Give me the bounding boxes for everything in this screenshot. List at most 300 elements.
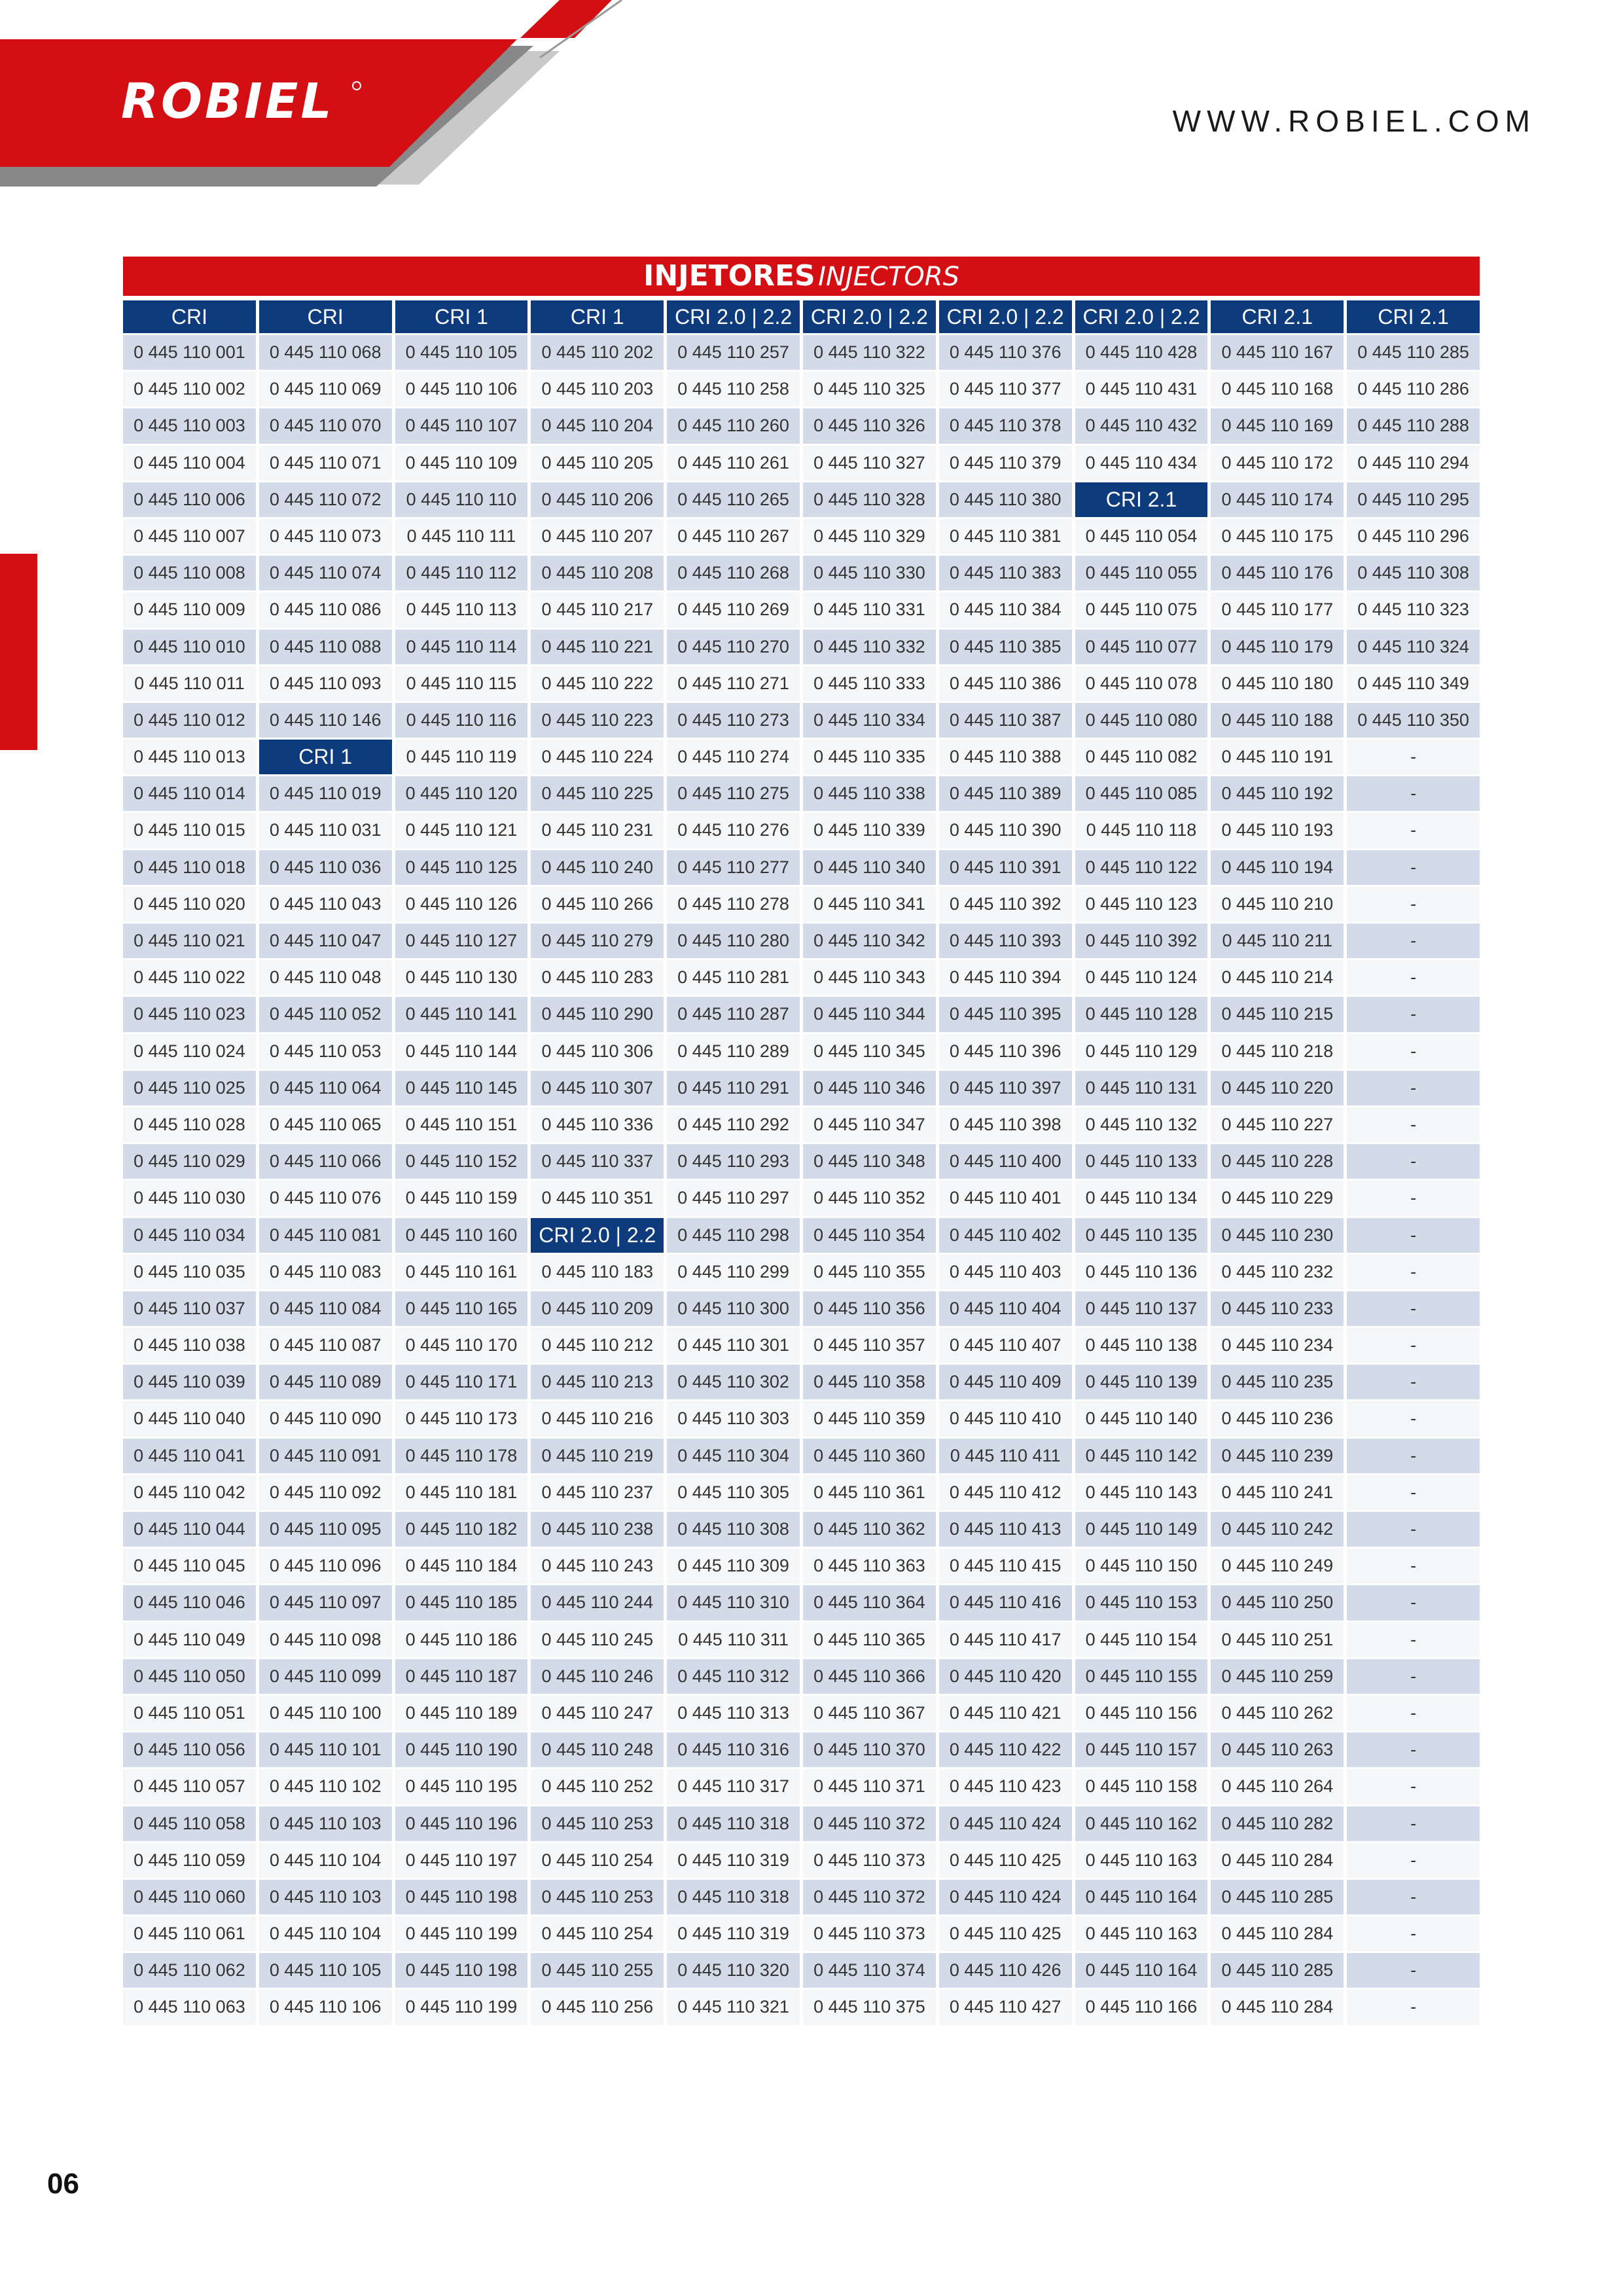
- table-cell: 0 445 110 320: [667, 1953, 800, 1988]
- table-cell: -: [1347, 1401, 1480, 1436]
- table-cell: 0 445 110 301: [667, 1328, 800, 1363]
- table-cell: 0 445 110 071: [259, 446, 392, 480]
- table-cell: 0 445 110 041: [123, 1439, 256, 1473]
- injector-table: [123, 300, 1480, 2027]
- table-cell: 0 445 110 262: [1211, 1696, 1344, 1731]
- table-cell: 0 445 110 309: [667, 1549, 800, 1583]
- table-cell: 0 445 110 011: [123, 666, 256, 701]
- table-cell: 0 445 110 145: [395, 1071, 528, 1105]
- table-cell: 0 445 110 376: [939, 335, 1072, 370]
- table-cell: 0 445 110 273: [667, 703, 800, 738]
- table-cell: 0 445 110 049: [123, 1623, 256, 1657]
- table-cell: 0 445 110 070: [259, 408, 392, 443]
- table-title-main: INJETORES: [643, 259, 815, 293]
- table-cell: 0 445 110 053: [259, 1034, 392, 1069]
- table-cell: 0 445 110 355: [803, 1255, 936, 1289]
- table-cell: 0 445 110 169: [1211, 408, 1344, 443]
- robiel-logo[interactable]: ROBIEL: [121, 73, 334, 130]
- table-cell: 0 445 110 253: [531, 1880, 664, 1914]
- table-cell: 0 445 110 134: [1075, 1181, 1208, 1215]
- table-cell: 0 445 110 354: [803, 1218, 936, 1253]
- table-cell: 0 445 110 030: [123, 1181, 256, 1215]
- column-header: CRI 2.0 | 2.2: [1075, 300, 1208, 333]
- table-cell: 0 445 110 219: [531, 1439, 664, 1473]
- table-cell: 0 445 110 371: [803, 1769, 936, 1804]
- table-cell: 0 445 110 279: [531, 924, 664, 958]
- table-cell: 0 445 110 057: [123, 1769, 256, 1804]
- table-cell: 0 445 110 305: [667, 1475, 800, 1510]
- table-cell: 0 445 110 022: [123, 960, 256, 995]
- table-cell: 0 445 110 329: [803, 519, 936, 554]
- table-cell: 0 445 110 214: [1211, 960, 1344, 995]
- table-cell: -: [1347, 960, 1480, 995]
- table-cell: 0 445 110 069: [259, 372, 392, 406]
- table-cell: 0 445 110 428: [1075, 335, 1208, 370]
- table-cell: 0 445 110 386: [939, 666, 1072, 701]
- table-cell: 0 445 110 065: [259, 1107, 392, 1142]
- table-cell: 0 445 110 063: [123, 1990, 256, 2024]
- table-cell: 0 445 110 391: [939, 850, 1072, 885]
- table-cell: 0 445 110 077: [1075, 630, 1208, 664]
- table-cell: 0 445 110 375: [803, 1990, 936, 2024]
- table-cell: 0 445 110 140: [1075, 1401, 1208, 1436]
- table-cell: 0 445 110 295: [1347, 482, 1480, 517]
- table-cell: -: [1347, 1181, 1480, 1215]
- table-cell: 0 445 110 248: [531, 1732, 664, 1767]
- column-header: CRI 2.0 | 2.2: [667, 300, 800, 333]
- table-cell: 0 445 110 318: [667, 1880, 800, 1914]
- table-cell: 0 445 110 266: [531, 887, 664, 922]
- table-cell: 0 445 110 146: [259, 703, 392, 738]
- table-cell: 0 445 110 417: [939, 1623, 1072, 1657]
- table-cell: 0 445 110 344: [803, 997, 936, 1031]
- table-cell: 0 445 110 133: [1075, 1144, 1208, 1179]
- table-column: [1347, 300, 1480, 2027]
- table-cell: 0 445 110 207: [531, 519, 664, 554]
- table-cell: -: [1347, 1806, 1480, 1841]
- table-cell: 0 445 110 404: [939, 1291, 1072, 1326]
- table-cell: 0 445 110 163: [1075, 1916, 1208, 1951]
- table-cell: 0 445 110 349: [1347, 666, 1480, 701]
- table-cell: 0 445 110 141: [395, 997, 528, 1031]
- table-cell: 0 445 110 112: [395, 556, 528, 590]
- table-cell: 0 445 110 097: [259, 1585, 392, 1620]
- table-cell: 0 445 110 131: [1075, 1071, 1208, 1105]
- table-cell: 0 445 110 179: [1211, 630, 1344, 664]
- table-cell: 0 445 110 062: [123, 1953, 256, 1988]
- table-cell: 0 445 110 191: [1211, 740, 1344, 774]
- table-cell: 0 445 110 249: [1211, 1549, 1344, 1583]
- table-cell: 0 445 110 195: [395, 1769, 528, 1804]
- table-cell: 0 445 110 130: [395, 960, 528, 995]
- side-tab: [0, 554, 37, 750]
- table-cell: 0 445 110 162: [1075, 1806, 1208, 1841]
- table-cell: 0 445 110 076: [259, 1181, 392, 1215]
- table-cell: 0 445 110 326: [803, 408, 936, 443]
- table-cell: 0 445 110 103: [259, 1880, 392, 1914]
- table-cell: 0 445 110 167: [1211, 335, 1344, 370]
- table-cell: 0 445 110 074: [259, 556, 392, 590]
- column-header: CRI 2.0 | 2.2: [939, 300, 1072, 333]
- table-cell: 0 445 110 068: [259, 335, 392, 370]
- table-cell: 0 445 110 390: [939, 813, 1072, 848]
- table-cell: 0 445 110 015: [123, 813, 256, 848]
- table-cell: 0 445 110 152: [395, 1144, 528, 1179]
- website-url[interactable]: WWW.ROBIEL.COM: [1172, 104, 1536, 138]
- table-cell: 0 445 110 307: [531, 1071, 664, 1105]
- table-cell: -: [1347, 1218, 1480, 1253]
- table-cell: 0 445 110 225: [531, 776, 664, 811]
- registered-mark-icon: [352, 81, 361, 90]
- table-cell: 0 445 110 155: [1075, 1659, 1208, 1694]
- table-cell: 0 445 110 256: [531, 1990, 664, 2024]
- table-cell: 0 445 110 119: [395, 740, 528, 774]
- table-cell: 0 445 110 237: [531, 1475, 664, 1510]
- table-cell: 0 445 110 334: [803, 703, 936, 738]
- table-cell: 0 445 110 014: [123, 776, 256, 811]
- table-cell: 0 445 110 383: [939, 556, 1072, 590]
- table-cell: 0 445 110 172: [1211, 446, 1344, 480]
- table-cell: 0 445 110 123: [1075, 887, 1208, 922]
- table-cell: 0 445 110 313: [667, 1696, 800, 1731]
- table-cell: 0 445 110 113: [395, 592, 528, 627]
- table-cell: 0 445 110 021: [123, 924, 256, 958]
- table-cell: 0 445 110 432: [1075, 408, 1208, 443]
- table-cell: 0 445 110 398: [939, 1107, 1072, 1142]
- table-cell: 0 445 110 120: [395, 776, 528, 811]
- table-cell: 0 445 110 423: [939, 1769, 1072, 1804]
- table-cell: 0 445 110 040: [123, 1401, 256, 1436]
- table-cell: 0 445 110 127: [395, 924, 528, 958]
- table-cell: 0 445 110 081: [259, 1218, 392, 1253]
- table-cell: 0 445 110 137: [1075, 1291, 1208, 1326]
- table-cell: 0 445 110 308: [667, 1512, 800, 1547]
- table-cell: 0 445 110 001: [123, 335, 256, 370]
- table-cell: 0 445 110 160: [395, 1218, 528, 1253]
- table-cell: 0 445 110 105: [259, 1953, 392, 1988]
- table-cell: 0 445 110 221: [531, 630, 664, 664]
- table-cell: 0 445 110 239: [1211, 1439, 1344, 1473]
- table-cell: 0 445 110 361: [803, 1475, 936, 1510]
- table-cell: 0 445 110 291: [667, 1071, 800, 1105]
- table-cell: -: [1347, 1512, 1480, 1547]
- table-column: [531, 300, 664, 2027]
- table-cell: 0 445 110 156: [1075, 1696, 1208, 1731]
- table-cell: 0 445 110 400: [939, 1144, 1072, 1179]
- table-cell: 0 445 110 104: [259, 1843, 392, 1878]
- table-cell: 0 445 110 270: [667, 630, 800, 664]
- table-cell: -: [1347, 1696, 1480, 1731]
- table-cell: 0 445 110 006: [123, 482, 256, 517]
- table-cell: 0 445 110 185: [395, 1585, 528, 1620]
- table-cell: 0 445 110 377: [939, 372, 1072, 406]
- table-cell: -: [1347, 997, 1480, 1031]
- table-cell: 0 445 110 387: [939, 703, 1072, 738]
- table-cell: 0 445 110 060: [123, 1880, 256, 1914]
- table-cell: 0 445 110 230: [1211, 1218, 1344, 1253]
- table-cell: 0 445 110 181: [395, 1475, 528, 1510]
- table-cell: 0 445 110 114: [395, 630, 528, 664]
- table-cell: 0 445 110 389: [939, 776, 1072, 811]
- table-cell: 0 445 110 002: [123, 372, 256, 406]
- table-cell: 0 445 110 360: [803, 1439, 936, 1473]
- table-column: [939, 300, 1072, 2027]
- table-cell: 0 445 110 220: [1211, 1071, 1344, 1105]
- table-cell: 0 445 110 254: [531, 1916, 664, 1951]
- table-cell: 0 445 110 224: [531, 740, 664, 774]
- table-cell: -: [1347, 1475, 1480, 1510]
- table-cell: 0 445 110 093: [259, 666, 392, 701]
- table-cell: 0 445 110 187: [395, 1659, 528, 1694]
- table-cell: 0 445 110 340: [803, 850, 936, 885]
- table-cell: 0 445 110 427: [939, 1990, 1072, 2024]
- table-cell: 0 445 110 255: [531, 1953, 664, 1988]
- table-cell: 0 445 110 210: [1211, 887, 1344, 922]
- column-header: CRI: [259, 300, 392, 333]
- table-cell: 0 445 110 333: [803, 666, 936, 701]
- table-cell: 0 445 110 362: [803, 1512, 936, 1547]
- table-cell: 0 445 110 240: [531, 850, 664, 885]
- table-cell: 0 445 110 251: [1211, 1623, 1344, 1657]
- table-cell: 0 445 110 388: [939, 740, 1072, 774]
- table-cell: 0 445 110 144: [395, 1034, 528, 1069]
- table-cell: -: [1347, 1659, 1480, 1694]
- table-cell: 0 445 110 132: [1075, 1107, 1208, 1142]
- table-cell: 0 445 110 328: [803, 482, 936, 517]
- table-cell: 0 445 110 372: [803, 1806, 936, 1841]
- table-cell: 0 445 110 198: [395, 1880, 528, 1914]
- table-cell: 0 445 110 265: [667, 482, 800, 517]
- table-cell: 0 445 110 246: [531, 1659, 664, 1694]
- table-cell: 0 445 110 135: [1075, 1218, 1208, 1253]
- table-cell: 0 445 110 250: [1211, 1585, 1344, 1620]
- table-cell: 0 445 110 165: [395, 1291, 528, 1326]
- table-cell: 0 445 110 373: [803, 1916, 936, 1951]
- table-cell: 0 445 110 109: [395, 446, 528, 480]
- table-cell: 0 445 110 358: [803, 1365, 936, 1399]
- table-cell: 0 445 110 227: [1211, 1107, 1344, 1142]
- table-cell: 0 445 110 044: [123, 1512, 256, 1547]
- section-label: CRI 2.0 | 2.2: [531, 1218, 664, 1253]
- table-cell: 0 445 110 083: [259, 1255, 392, 1289]
- table-cell: 0 445 110 122: [1075, 850, 1208, 885]
- table-cell: 0 445 110 008: [123, 556, 256, 590]
- page-number: 06: [47, 2168, 79, 2200]
- table-cell: 0 445 110 039: [123, 1365, 256, 1399]
- table-cell: -: [1347, 1585, 1480, 1620]
- table-cell: 0 445 110 288: [1347, 408, 1480, 443]
- table-cell: 0 445 110 283: [531, 960, 664, 995]
- table-cell: 0 445 110 208: [531, 556, 664, 590]
- table-cell: 0 445 110 303: [667, 1401, 800, 1436]
- column-header: CRI 2.1: [1211, 300, 1344, 333]
- table-column: [259, 300, 392, 2027]
- table-cell: 0 445 110 233: [1211, 1291, 1344, 1326]
- table-cell: 0 445 110 048: [259, 960, 392, 995]
- table-cell: 0 445 110 106: [259, 1990, 392, 2024]
- table-cell: 0 445 110 023: [123, 997, 256, 1031]
- table-cell: 0 445 110 078: [1075, 666, 1208, 701]
- table-cell: 0 445 110 103: [259, 1806, 392, 1841]
- table-cell: 0 445 110 296: [1347, 519, 1480, 554]
- table-cell: 0 445 110 263: [1211, 1732, 1344, 1767]
- table-cell: 0 445 110 394: [939, 960, 1072, 995]
- table-cell: 0 445 110 392: [939, 887, 1072, 922]
- table-cell: 0 445 110 072: [259, 482, 392, 517]
- table-cell: 0 445 110 202: [531, 335, 664, 370]
- table-cell: 0 445 110 236: [1211, 1401, 1344, 1436]
- table-cell: 0 445 110 348: [803, 1144, 936, 1179]
- table-cell: 0 445 110 174: [1211, 482, 1344, 517]
- table-cell: 0 445 110 115: [395, 666, 528, 701]
- table-cell: 0 445 110 254: [531, 1843, 664, 1878]
- table-cell: 0 445 110 352: [803, 1181, 936, 1215]
- table-cell: 0 445 110 059: [123, 1843, 256, 1878]
- table-cell: 0 445 110 054: [1075, 519, 1208, 554]
- table-cell: -: [1347, 850, 1480, 885]
- table-cell: 0 445 110 412: [939, 1475, 1072, 1510]
- table-cell: 0 445 110 421: [939, 1696, 1072, 1731]
- table-cell: 0 445 110 278: [667, 887, 800, 922]
- table-cell: 0 445 110 330: [803, 556, 936, 590]
- table-cell: 0 445 110 018: [123, 850, 256, 885]
- table-cell: 0 445 110 042: [123, 1475, 256, 1510]
- table-cell: -: [1347, 1732, 1480, 1767]
- table-cell: 0 445 110 410: [939, 1401, 1072, 1436]
- table-cell: 0 445 110 426: [939, 1953, 1072, 1988]
- table-cell: 0 445 110 286: [1347, 372, 1480, 406]
- table-cell: 0 445 110 308: [1347, 556, 1480, 590]
- table-cell: 0 445 110 171: [395, 1365, 528, 1399]
- table-cell: -: [1347, 1107, 1480, 1142]
- table-cell: 0 445 110 168: [1211, 372, 1344, 406]
- table-cell: 0 445 110 164: [1075, 1880, 1208, 1914]
- table-cell: 0 445 110 046: [123, 1585, 256, 1620]
- table-cell: 0 445 110 211: [1211, 924, 1344, 958]
- table-cell: 0 445 110 190: [395, 1732, 528, 1767]
- table-cell: -: [1347, 1071, 1480, 1105]
- table-cell: -: [1347, 1439, 1480, 1473]
- column-header: CRI 2.0 | 2.2: [803, 300, 936, 333]
- table-cell: 0 445 110 416: [939, 1585, 1072, 1620]
- table-cell: 0 445 110 287: [667, 997, 800, 1031]
- table-cell: 0 445 110 346: [803, 1071, 936, 1105]
- table-cell: 0 445 110 241: [1211, 1475, 1344, 1510]
- table-cell: 0 445 110 183: [531, 1255, 664, 1289]
- table-cell: 0 445 110 031: [259, 813, 392, 848]
- table-cell: 0 445 110 055: [1075, 556, 1208, 590]
- table-cell: 0 445 110 260: [667, 408, 800, 443]
- table-cell: 0 445 110 180: [1211, 666, 1344, 701]
- table-cell: 0 445 110 043: [259, 887, 392, 922]
- table-cell: 0 445 110 157: [1075, 1732, 1208, 1767]
- table-cell: 0 445 110 431: [1075, 372, 1208, 406]
- column-header: CRI 1: [395, 300, 528, 333]
- table-cell: 0 445 110 264: [1211, 1769, 1344, 1804]
- table-cell: 0 445 110 247: [531, 1696, 664, 1731]
- table-cell: -: [1347, 1843, 1480, 1878]
- table-title: [123, 257, 1480, 296]
- table-cell: 0 445 110 280: [667, 924, 800, 958]
- table-cell: 0 445 110 281: [667, 960, 800, 995]
- table-cell: -: [1347, 1255, 1480, 1289]
- table-cell: 0 445 110 098: [259, 1623, 392, 1657]
- table-cell: 0 445 110 010: [123, 630, 256, 664]
- table-cell: -: [1347, 1144, 1480, 1179]
- table-cell: 0 445 110 338: [803, 776, 936, 811]
- table-cell: 0 445 110 125: [395, 850, 528, 885]
- table-cell: 0 445 110 407: [939, 1328, 1072, 1363]
- table-cell: 0 445 110 285: [1211, 1880, 1344, 1914]
- table-cell: 0 445 110 096: [259, 1549, 392, 1583]
- table-cell: 0 445 110 163: [1075, 1843, 1208, 1878]
- table-cell: 0 445 110 186: [395, 1623, 528, 1657]
- table-cell: 0 445 110 397: [939, 1071, 1072, 1105]
- table-cell: 0 445 110 178: [395, 1439, 528, 1473]
- table-column: [1075, 300, 1208, 2027]
- table-cell: 0 445 110 374: [803, 1953, 936, 1988]
- table-cell: 0 445 110 317: [667, 1769, 800, 1804]
- table-cell: 0 445 110 402: [939, 1218, 1072, 1253]
- table-cell: 0 445 110 424: [939, 1806, 1072, 1841]
- table-cell: 0 445 110 434: [1075, 446, 1208, 480]
- table-cell: 0 445 110 149: [1075, 1512, 1208, 1547]
- table-cell: -: [1347, 1953, 1480, 1988]
- table-cell: 0 445 110 198: [395, 1953, 528, 1988]
- table-cell: 0 445 110 176: [1211, 556, 1344, 590]
- table-cell: 0 445 110 085: [1075, 776, 1208, 811]
- table-cell: 0 445 110 091: [259, 1439, 392, 1473]
- table-cell: 0 445 110 052: [259, 997, 392, 1031]
- table-cell: 0 445 110 126: [395, 887, 528, 922]
- table-cell: 0 445 110 196: [395, 1806, 528, 1841]
- table-cell: 0 445 110 090: [259, 1401, 392, 1436]
- table-cell: 0 445 110 403: [939, 1255, 1072, 1289]
- table-cell: 0 445 110 003: [123, 408, 256, 443]
- table-cell: -: [1347, 1549, 1480, 1583]
- table-cell: 0 445 110 102: [259, 1769, 392, 1804]
- table-cell: 0 445 110 298: [667, 1218, 800, 1253]
- table-cell: 0 445 110 311: [667, 1623, 800, 1657]
- table-cell: 0 445 110 128: [1075, 997, 1208, 1031]
- table-cell: 0 445 110 253: [531, 1806, 664, 1841]
- table-cell: 0 445 110 310: [667, 1585, 800, 1620]
- table-cell: 0 445 110 343: [803, 960, 936, 995]
- table-cell: 0 445 110 357: [803, 1328, 936, 1363]
- table-cell: 0 445 110 045: [123, 1549, 256, 1583]
- column-header: CRI: [123, 300, 256, 333]
- table-cell: 0 445 110 142: [1075, 1439, 1208, 1473]
- table-cell: -: [1347, 1291, 1480, 1326]
- table-cell: 0 445 110 396: [939, 1034, 1072, 1069]
- table-cell: 0 445 110 184: [395, 1549, 528, 1583]
- table-cell: 0 445 110 151: [395, 1107, 528, 1142]
- table-column: [395, 300, 528, 2027]
- table-cell: 0 445 110 007: [123, 519, 256, 554]
- table-cell: 0 445 110 138: [1075, 1328, 1208, 1363]
- table-cell: 0 445 110 384: [939, 592, 1072, 627]
- table-cell: 0 445 110 129: [1075, 1034, 1208, 1069]
- table-cell: 0 445 110 425: [939, 1843, 1072, 1878]
- table-cell: 0 445 110 099: [259, 1659, 392, 1694]
- table-cell: 0 445 110 038: [123, 1328, 256, 1363]
- table-cell: 0 445 110 064: [259, 1071, 392, 1105]
- table-cell: 0 445 110 136: [1075, 1255, 1208, 1289]
- table-cell: 0 445 110 061: [123, 1916, 256, 1951]
- table-cell: 0 445 110 087: [259, 1328, 392, 1363]
- table-cell: 0 445 110 351: [531, 1181, 664, 1215]
- table-cell: 0 445 110 411: [939, 1439, 1072, 1473]
